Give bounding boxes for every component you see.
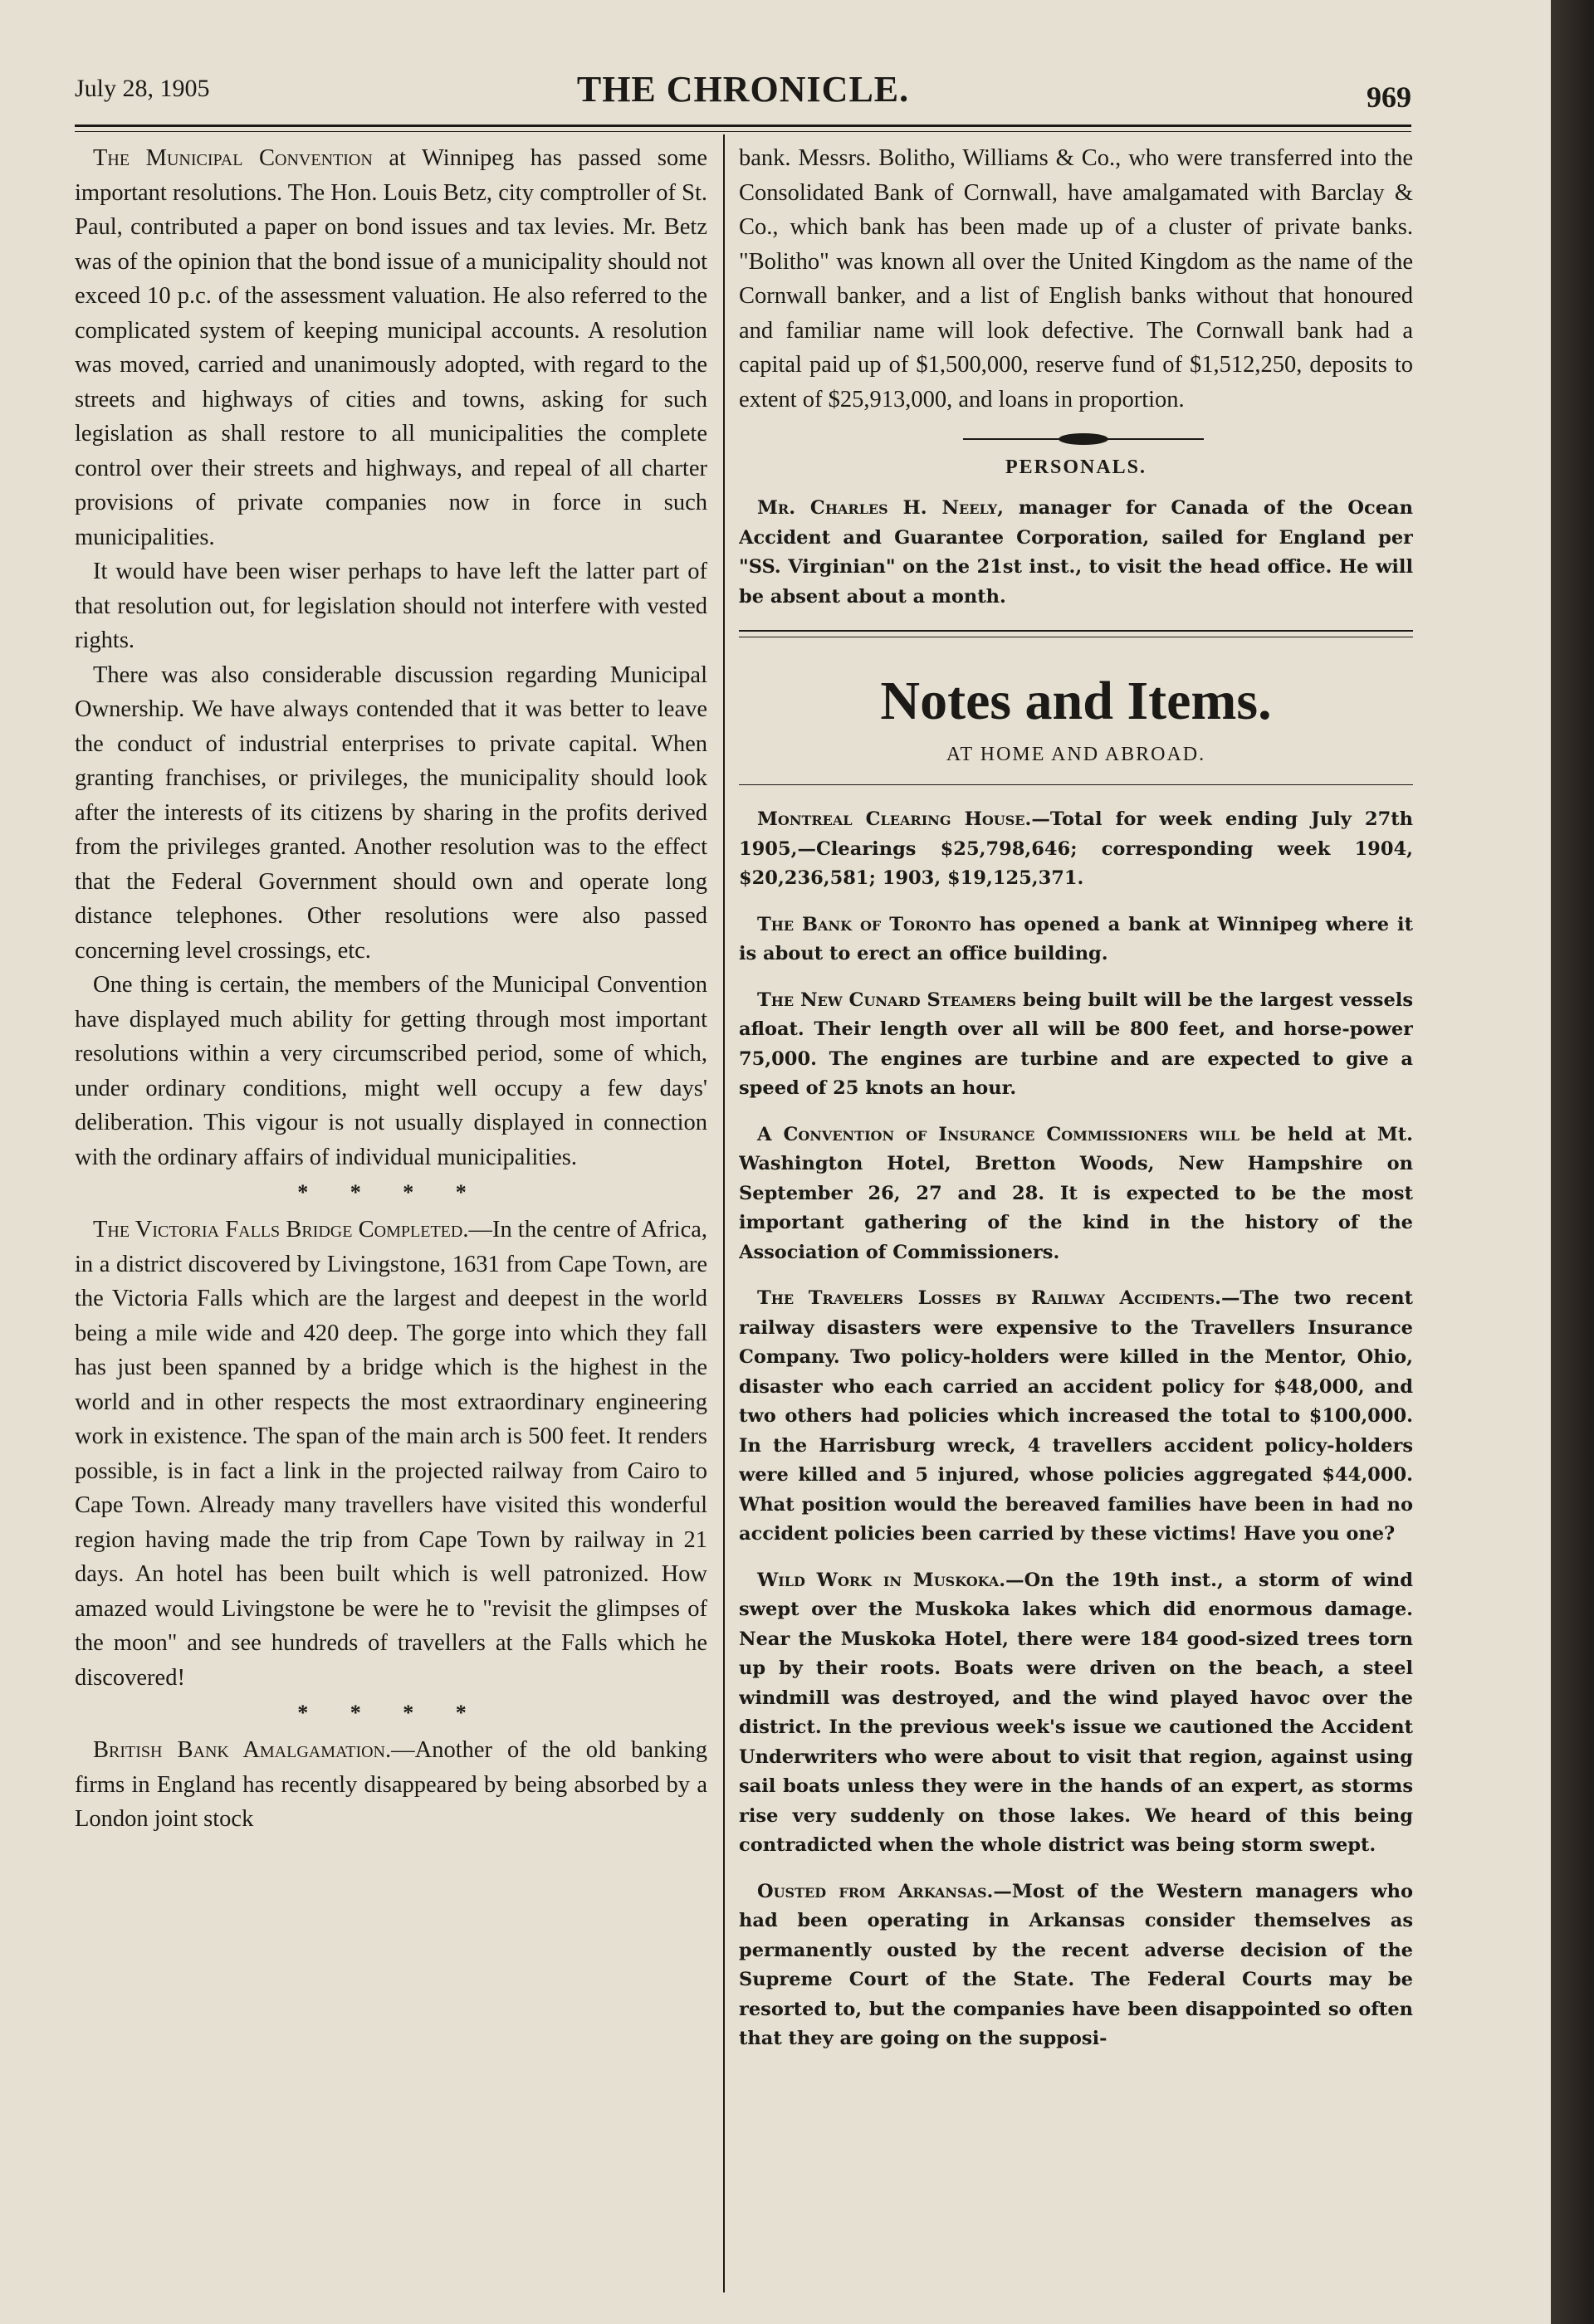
article-text: —Another of the old banking firms in England has recently disappeared by being absorbed by a London joint stock xyxy=(75,1737,707,1832)
article-british-bank xyxy=(75,1733,707,1837)
personals-heading: PERSONALS. xyxy=(1005,456,1147,478)
article-lead: British Bank Amalgamation. xyxy=(93,1737,392,1763)
item-lead: Mr. Charles H. Neely, xyxy=(757,497,1004,519)
notes-and-items-title: Notes and Items. xyxy=(880,671,1272,731)
section-separator-stars: * * * * xyxy=(297,1180,485,1204)
column-divider xyxy=(723,134,725,2292)
article-municipal-p4: One thing is certain, the members of the Municipal Convention have displayed much ability for getting through most important resolutions within a very circumscribed period, some of which, under ordinary conditions, might well occupy a few days' deliberation. This vigour is not usually displayed in connection with the ordinary affairs of individual municipalities. xyxy=(75,972,707,1170)
ornament-diamond xyxy=(1059,433,1108,445)
ornament-divider xyxy=(739,428,1413,450)
item-lead: Montreal Clearing House. xyxy=(757,808,1032,830)
page-number: 969 xyxy=(1367,81,1411,114)
news-item xyxy=(739,1566,1413,1861)
personals-section xyxy=(739,494,1413,612)
item-lead: The Travelers Losses by Railway Accidents. xyxy=(757,1287,1221,1309)
item-text: being built will be the largest vessels afloat. Their length over all will be 800 feet, and horse-power 75,000. The engines are turbine and are expected to give a speed of 25 knots an hour. xyxy=(739,989,1413,1099)
header-date: July 28, 1905 xyxy=(75,75,210,102)
item-text: —The two recent railway disasters were expensive to the Travellers Insurance Company. Two policy-holders were killed in the Mentor, Ohio, disaster who each carried an accident policy for $48,000, and two others had policies which increased the total to $100,000. In the Harrisburg wreck, 4 travellers accident policy-holders were killed and 5 injured, whose policies aggregated $44,000. What position would the bereaved families have been in had no accident policies been carried by these victims! Have you one? xyxy=(739,1287,1413,1545)
left-column xyxy=(75,141,707,2291)
news-item xyxy=(739,805,1413,894)
article-lead: The Municipal Convention xyxy=(93,145,373,171)
item-lead: A Convention of Insurance Commissioners will xyxy=(757,1123,1240,1145)
header-rule-thin xyxy=(75,131,1411,132)
notes-subtitle: AT HOME AND ABROAD. xyxy=(946,744,1206,765)
item-lead: Wild Work in Muskoka. xyxy=(757,1569,1006,1591)
item-text: has opened a bank at Winnipeg where it is about to erect an office building. xyxy=(739,913,1413,964)
item-lead: The Bank of Toronto xyxy=(757,913,971,935)
news-item xyxy=(739,986,1413,1104)
rule-thick xyxy=(739,630,1413,632)
header-rule xyxy=(75,124,1411,127)
right-column xyxy=(739,141,1413,2291)
item-lead: Ousted from Arkansas. xyxy=(757,1880,994,1902)
item-text: manager for Canada of the Ocean Accident and Guarantee Corporation, sailed for England per "SS. Virginian" on the 21st inst., to visit the head office. He will be absent about a month. xyxy=(739,497,1413,608)
notes-rule xyxy=(739,784,1413,785)
item-text: —Total for week ending July 27th 1905,—Clearings $25,798,646; corresponding week 1904, $20,236,581; 1903, $19,125,371. xyxy=(739,808,1413,889)
news-item xyxy=(739,911,1413,969)
article-municipal-p1 xyxy=(75,141,707,554)
article-victoria-falls xyxy=(75,1213,707,1695)
section-separator-stars: * * * * xyxy=(297,1701,485,1725)
article-text: —In the centre of Africa, in a district discovered by Livingstone, 1631 from Cape Town, are the Victoria Falls which are the largest and deepest in the world being a mile wide and 420 deep. The gorge into which they fall has just been spanned by a bridge which is the highest in the world and in other respects the most extraordinary engineering work in existence. The span of the main arch is 500 feet. It renders possible, is in fact a link in the projected railway from Cairo to Cape Town. Already many travellers have visited this wonderful region having made the trip from Cape Town by railway in 21 days. An hotel has been built which is well patronized. How amazed would Livingstone be were he to "revisit the glimpses of the moon" and see hundreds of travellers at the Falls which he discovered! xyxy=(75,1217,707,1691)
page-header xyxy=(75,68,1411,126)
article-british-bank-cont: bank. Messrs. Bolitho, Williams & Co., who were transferred into the Consolidated Bank of Cornwall, have amalgamated with Barclay & Co., which bank has been made up of a cluster of private banks. "Bolitho" was known all over the United Kingdom as the name of the Cornwall banker, and a list of English banks without that honoured and familiar name will look defective. The Cornwall bank had a capital paid up of $1,500,000, reserve fund of $1,512,250, deposits to extent of $25,913,000, and loans in proportion. xyxy=(739,145,1413,413)
item-text: be held at Mt. Washington Hotel, Bretton Woods, New Hampshire on September 26, 27 and 28. It is expected to be the most important gathering of the kind in the history of the Association of Commissioners. xyxy=(739,1123,1413,1263)
header-title: THE CHRONICLE. xyxy=(576,69,910,110)
item-lead: The New Cunard Steamers xyxy=(757,989,1017,1011)
personals-item xyxy=(739,494,1413,612)
notes-items-list xyxy=(739,805,1413,2054)
item-text: —Most of the Western managers who had been operating in Arkansas consider themselves as permanently ousted by the recent adverse decision of the Supreme Court of the State. The Federal Courts may be resorted to, but the companies have been disappointed so often that they are going on the supposi- xyxy=(739,1880,1413,2049)
article-lead: The Victoria Falls Bridge Completed. xyxy=(93,1217,469,1243)
article-municipal-p3: There was also considerable discussion regarding Municipal Ownership. We have always contended that it was better to leave the conduct of industrial enterprises to private capital. When granting franchises, or privileges, the municipality should look after the interests of its citizens by sharing in the profits derived from the privileges granted. Another resolution was to the effect that the Federal Government should own and operate long distance telephones. Other resolutions were also passed concerning level crossings, etc. xyxy=(75,662,707,964)
item-text: —On the 19th inst., a storm of wind swept over the Muskoka lakes which did enormous damage. Near the Muskoka Hotel, there were 184 good-sized trees torn up by their roots. Boats were driven on the beach, a steel windmill was destroyed, and the wind played havoc over the district. In the previous week's issue we cautioned the Accident Underwriters who were about to visit that region, against using sail boats unless they were in the hands of an expert, as storms rise very suddenly on those lakes. We heard of this being contradicted when the whole district was being storm swept. xyxy=(739,1569,1413,1856)
book-binding-edge xyxy=(1551,0,1594,2324)
article-municipal-p2: It would have been wiser perhaps to have left the latter part of that resolution out, for legislation should not interfere with vested rights. xyxy=(75,559,707,653)
news-item xyxy=(739,1120,1413,1268)
double-rule xyxy=(739,630,1413,637)
article-text: at Winnipeg has passed some important resolutions. The Hon. Louis Betz, city comptroller of St. Paul, contributed a paper on bond issues and tax levies. Mr. Betz was of the opinion that the bond issue of a municipality should not exceed 10 p.c. of the assessment valuation. He also referred to the complicated system of keeping municipal accounts. A resolution was moved, carried and unanimously adopted, with regard to the streets and highways of cities and towns, asking for such legislation as shall restore to all municipalities the complete control over their streets and highways, and repeal of all charter provisions of private companies now in force in such municipalities. xyxy=(75,145,707,550)
british-bank-continuation xyxy=(739,141,1413,417)
news-item xyxy=(739,1877,1413,2054)
news-item xyxy=(739,1284,1413,1550)
